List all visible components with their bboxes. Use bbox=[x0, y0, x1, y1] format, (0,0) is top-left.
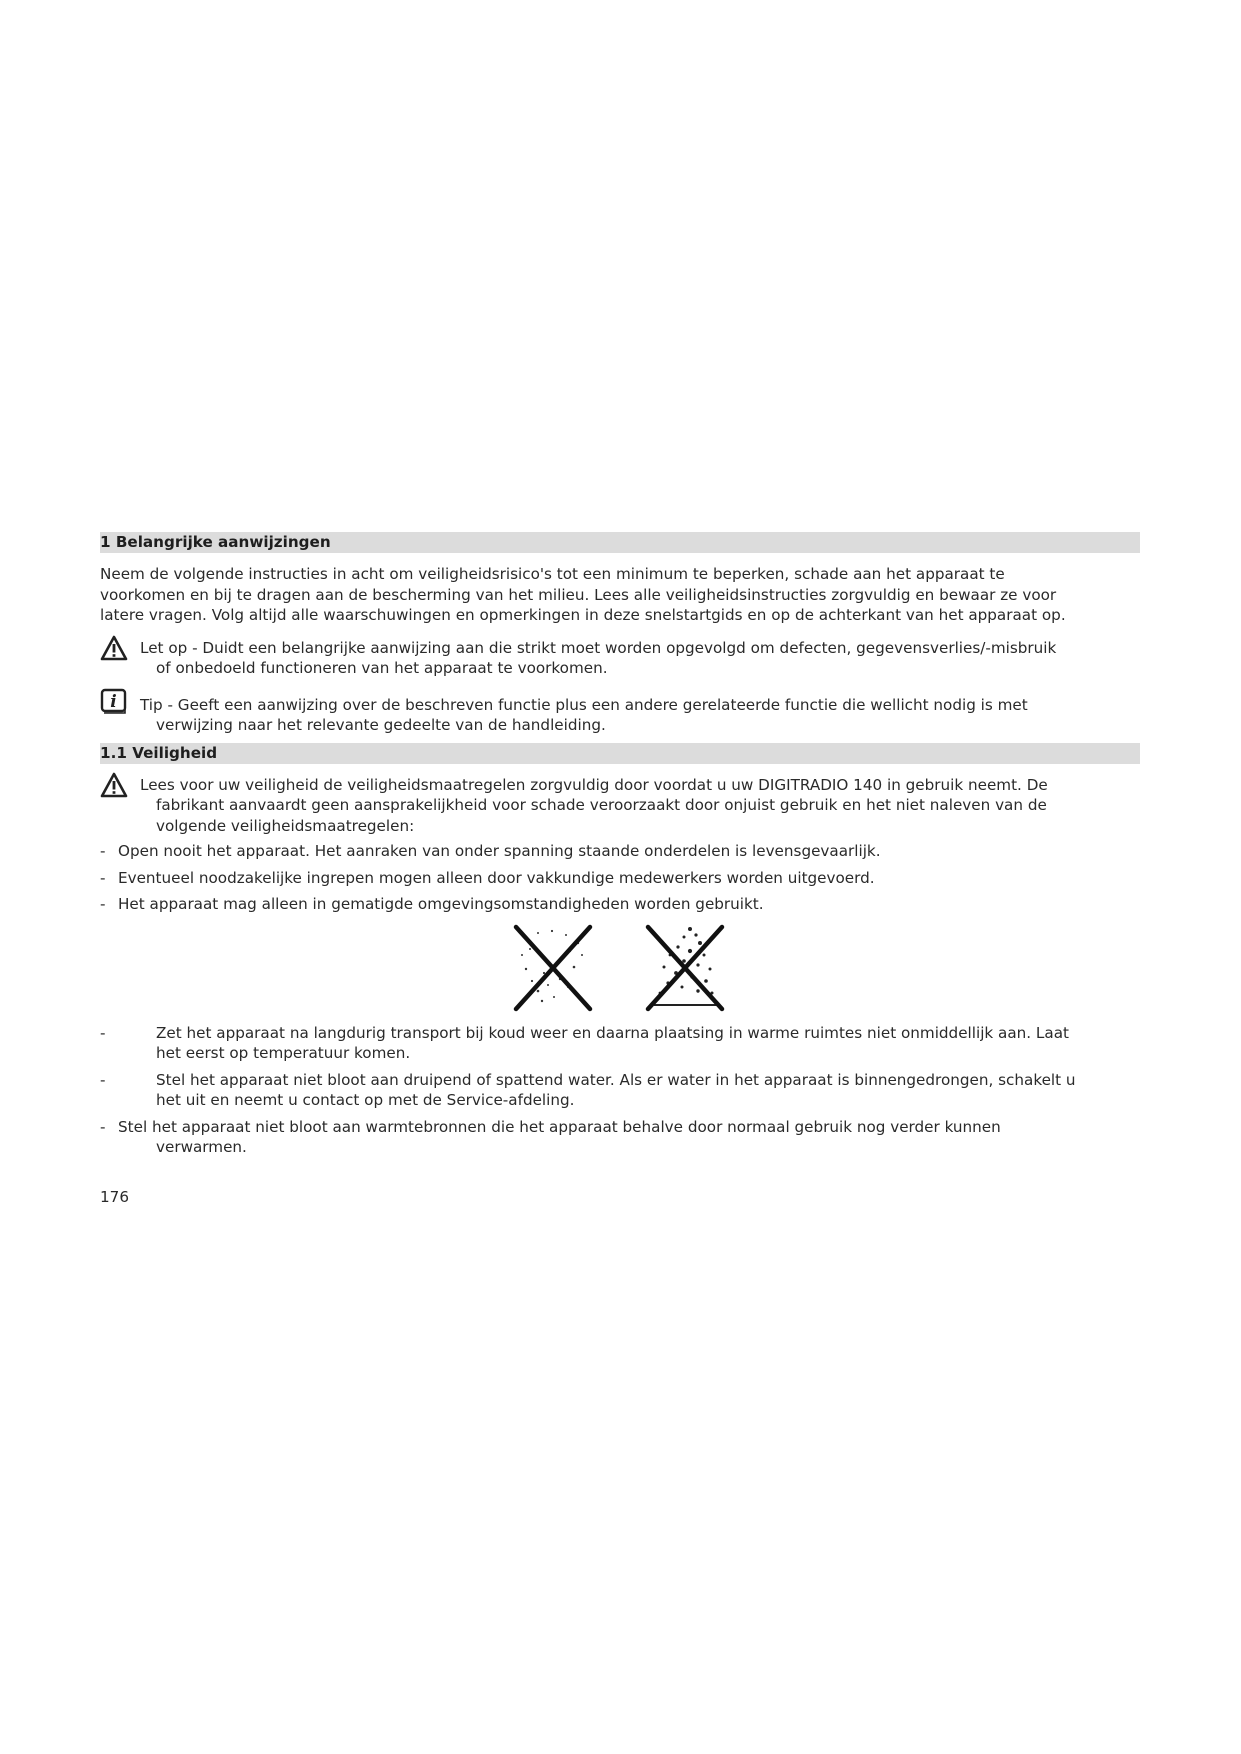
caution-note bbox=[100, 638, 1140, 679]
list-item-text: Stel het apparaat niet bloot aan druipend of spattend water. Als er water in het apparaat is binnengedrongen, schakelt u bbox=[156, 1070, 1076, 1089]
list-item-text: Stel het apparaat niet bloot aan warmtebronnen die het apparaat behalve door normaal gebruik nog verder kunnen bbox=[118, 1117, 1001, 1136]
pictogram-row bbox=[100, 915, 1140, 1015]
warning-triangle-icon bbox=[100, 635, 128, 667]
intro-line: Neem de volgende instructies in acht om veiligheidsrisico's tot een minimum te beperken, schade aan het apparaat te bbox=[100, 565, 1005, 583]
intro-line: latere vragen. Volg altijd alle waarschuwingen en opmerkingen in deze snelstartgids en op de achterkant van het apparaat op. bbox=[100, 606, 1066, 624]
section-heading-important: 1 Belangrijke aanwijzingen bbox=[100, 532, 1140, 553]
tip-text-cont: verwijzing naar het relevante gedeelte van de handleiding. bbox=[156, 716, 606, 734]
warning-triangle-icon bbox=[100, 772, 128, 804]
tip-text: Tip - Geeft een aanwijzing over de beschreven functie plus een andere gerelateerde functie die wellicht nodig is met bbox=[140, 695, 1028, 714]
tip-note bbox=[100, 691, 1140, 736]
no-cold-crossed-icon bbox=[508, 921, 598, 1015]
list-item: - Open nooit het apparaat. Het aanraken van onder spanning staande onderdelen is levensgevaarlijk. bbox=[100, 841, 1140, 862]
list-item: - Stel het apparaat niet bloot aan druipend of spattend water. Als er water in het apparaat is binnengedrongen, schakelt u het uit en neemt u contact op met de Service-afdeling. bbox=[100, 1070, 1140, 1111]
intro-paragraph bbox=[100, 564, 1140, 626]
list-item: - Eventueel noodzakelijke ingrepen mogen alleen door vakkundige medewerkers worden uitgevoerd. bbox=[100, 868, 1140, 889]
safety-warning-text-cont: volgende veiligheidsmaatregelen: bbox=[156, 816, 415, 835]
list-item-text: Zet het apparaat na langdurig transport bij koud weer en daarna plaatsing in warme ruimtes niet onmiddellijk aan. Laat bbox=[156, 1023, 1069, 1042]
safety-warning-note bbox=[100, 775, 1140, 837]
list-item: - Het apparaat mag alleen in gematigde omgevingsomstandigheden worden gebruikt. bbox=[100, 894, 1140, 915]
list-item-text: Eventueel noodzakelijke ingrepen mogen alleen door vakkundige medewerkers worden uitgevoerd. bbox=[118, 868, 875, 887]
no-water-crossed-icon bbox=[640, 921, 730, 1015]
safety-warning-text: Lees voor uw veiligheid de veiligheidsmaatregelen zorgvuldig door voordat u uw DIGITRADIO 140 in gebruik neemt. De bbox=[140, 775, 1048, 794]
list-item: - Stel het apparaat niet bloot aan warmtebronnen die het apparaat behalve door normaal gebruik nog verder kunnen verwarmen. bbox=[100, 1117, 1140, 1158]
list-item-text-cont: het uit en neemt u contact op met de Service-afdeling. bbox=[156, 1091, 575, 1109]
safety-warning-text-cont: fabrikant aanvaardt geen aansprakelijkheid voor schade veroorzaakt door onjuist gebruik en het niet naleven van de bbox=[156, 796, 1047, 814]
list-item-text-cont: het eerst op temperatuur komen. bbox=[156, 1044, 411, 1062]
section-heading-safety: 1.1 Veiligheid bbox=[100, 743, 1140, 764]
page-number: 176 bbox=[100, 1187, 129, 1206]
document-page bbox=[100, 532, 1140, 1207]
list-item-text: Het apparaat mag alleen in gematigde omgevingsomstandigheden worden gebruikt. bbox=[118, 895, 764, 913]
list-item-text: Open nooit het apparaat. Het aanraken van onder spanning staande onderdelen is levensgevaarlijk. bbox=[118, 842, 881, 860]
list-item: - Zet het apparaat na langdurig transport bij koud weer en daarna plaatsing in warme ruimtes niet onmiddellijk aan. Laat het eerst op temperatuur komen. bbox=[100, 1023, 1140, 1064]
intro-line: voorkomen en bij te dragen aan de bescherming van het milieu. Lees alle veiligheidsinstructies zorgvuldig en bewaar ze voor bbox=[100, 585, 1057, 604]
svg-text:i: i bbox=[110, 691, 117, 712]
caution-text-cont: of onbedoeld functioneren van het apparaat te voorkomen. bbox=[156, 659, 608, 677]
list-item-text-cont: verwarmen. bbox=[156, 1138, 247, 1156]
info-icon bbox=[100, 688, 128, 722]
caution-text: Let op - Duidt een belangrijke aanwijzing aan die strikt moet worden opgevolgd om defecten, gegevensverlies/-misbruik bbox=[140, 638, 1057, 657]
